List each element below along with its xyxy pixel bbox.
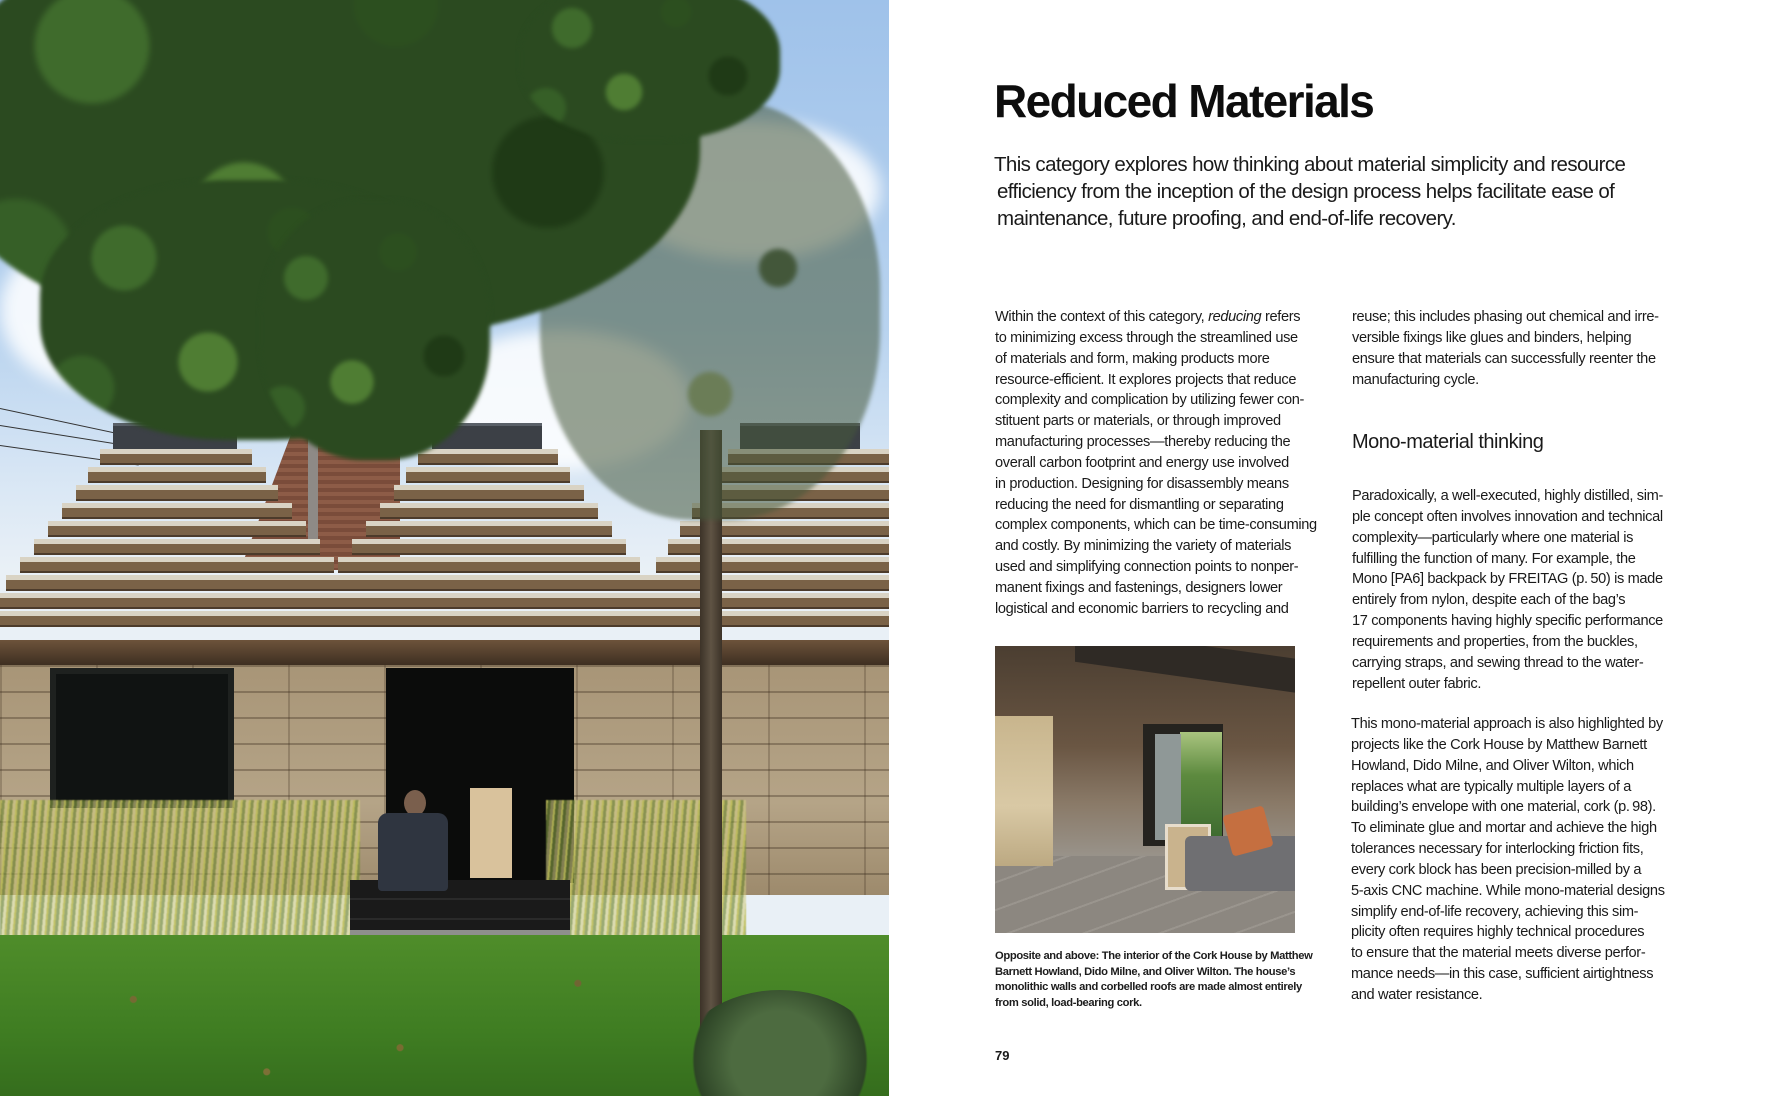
body-line: simplify end-of-life recovery, achieving this sim-	[1351, 903, 1639, 920]
caption-line: from solid, load-bearing cork.	[995, 996, 1142, 1009]
body-line: ple concept often involves innovation and technical	[1352, 508, 1663, 525]
body-line: carrying straps, and sewing thread to the water-	[1352, 654, 1644, 671]
roof-eave	[0, 640, 889, 665]
cork-house-interior-photo	[995, 646, 1295, 933]
body-line: Howland, Dido Milne, and Oliver Wilton, which	[1351, 757, 1634, 774]
body-line: Within the context of this category, reducing refers	[995, 309, 1301, 325]
tree-canopy	[260, 200, 490, 460]
body-line: This mono-material approach is also highlighted by	[1351, 716, 1663, 732]
tree-canopy	[520, 0, 780, 140]
body-line: 17 components having highly specific performance	[1352, 613, 1663, 630]
section-subheading: Mono-material thinking	[1352, 431, 1544, 453]
text-page	[889, 0, 1774, 1096]
body-line: tolerances necessary for interlocking friction fits,	[1351, 841, 1644, 858]
caption-line: Opposite and above: The interior of the Cork House by Matthew	[995, 950, 1313, 962]
body-column-right-para-1	[1352, 307, 1659, 390]
body-line: reuse; this includes phasing out chemical and irre-	[1352, 309, 1659, 325]
body-line: building’s envelope with one material, cork (p. 98).	[1351, 799, 1656, 816]
body-line: and costly. By minimizing the variety of materials	[995, 538, 1292, 555]
body-line: to minimizing excess through the streamlined use	[995, 329, 1298, 346]
intro-line: maintenance, future proofing, and end-of-life recovery.	[997, 207, 1456, 230]
seated-person	[378, 813, 448, 891]
body-line: in production. Designing for disassembly means	[995, 475, 1289, 492]
ceiling-beam	[1075, 646, 1295, 698]
caption-line: Barnett Howland, Dido Milne, and Oliver Wilton. The house’s	[995, 965, 1296, 978]
body-line: complexity—particularly where one material is	[1352, 529, 1634, 546]
body-column-right-para-3	[1351, 714, 1665, 1006]
caption-line: monolithic walls and corbelled roofs are made almost entirely	[995, 981, 1302, 993]
body-line: complex components, which can be time-consuming	[995, 517, 1317, 534]
body-line: manent fixings and fastenings, designers lower	[995, 579, 1283, 596]
ornamental-grass-left	[0, 800, 360, 940]
body-column-left	[995, 307, 1317, 620]
body-line: reducing the need for dismantling or separating	[995, 496, 1284, 513]
body-line: To eliminate glue and mortar and achieve the high	[1351, 820, 1657, 837]
body-line: logistical and economic barriers to recycling and	[995, 600, 1289, 617]
body-line: repellent outer fabric.	[1352, 675, 1482, 692]
body-line: manufacturing cycle.	[1352, 371, 1479, 388]
intro-line: This category explores how thinking about material simplicity and resource	[994, 153, 1626, 176]
body-line: and water resistance.	[1351, 986, 1483, 1003]
body-line: replaces what are typically multiple layers of a	[1351, 778, 1632, 795]
body-column-right-para-2	[1352, 486, 1663, 694]
window	[50, 668, 234, 808]
body-line: projects like the Cork House by Matthew Barnett	[1351, 736, 1647, 753]
body-line: manufacturing processes—thereby reducing the	[995, 434, 1291, 451]
body-line: mance needs—in this case, sufficient airtightness	[1351, 966, 1654, 983]
body-line: plicity often requires highly technical procedures	[1351, 924, 1645, 941]
body-line: complexity and complication by utilizing fewer con-	[995, 392, 1305, 409]
body-line: versible fixings like glues and binders, helping	[1352, 329, 1632, 346]
body-line: to ensure that the material meets diverse perfor-	[1351, 945, 1646, 962]
body-line: every cork block has been precision-milled by a	[1351, 861, 1642, 878]
body-line: entirely from nylon, despite each of the bag’s	[1352, 592, 1626, 609]
body-line: Mono [PA6] backpack by FREITAG (p. 50) is made	[1352, 571, 1663, 588]
kitchen-cabinet	[995, 716, 1053, 866]
body-line: 5-axis CNC machine. While mono-material designs	[1351, 882, 1665, 899]
body-line: Paradoxically, a well-executed, highly distilled, sim-	[1352, 488, 1663, 504]
page-number: 79	[995, 1048, 1010, 1063]
body-line: requirements and properties, from the buckles,	[1352, 633, 1638, 650]
intro-line: efficiency from the inception of the design process helps facilitate ease of	[997, 180, 1615, 203]
tree-trunk	[700, 430, 722, 1030]
body-line: stituent parts or materials, or through improved	[995, 413, 1281, 430]
body-line: ensure that materials can successfully reenter the	[1352, 350, 1656, 367]
timber-panel	[470, 788, 512, 878]
intro-paragraph	[994, 151, 1625, 232]
body-line: overall carbon footprint and energy use involved	[995, 454, 1289, 471]
photo-caption	[995, 949, 1312, 1011]
body-line: resource-efficient. It explores projects that reduce	[995, 371, 1297, 388]
emphasis: reducing	[1208, 309, 1262, 325]
body-line: of materials and form, making products more	[995, 350, 1270, 367]
body-line: used and simplifying connection points to nonper-	[995, 559, 1299, 576]
page-title: Reduced Materials	[994, 75, 1374, 127]
body-line: fulfilling the function of many. For example, the	[1352, 550, 1636, 567]
